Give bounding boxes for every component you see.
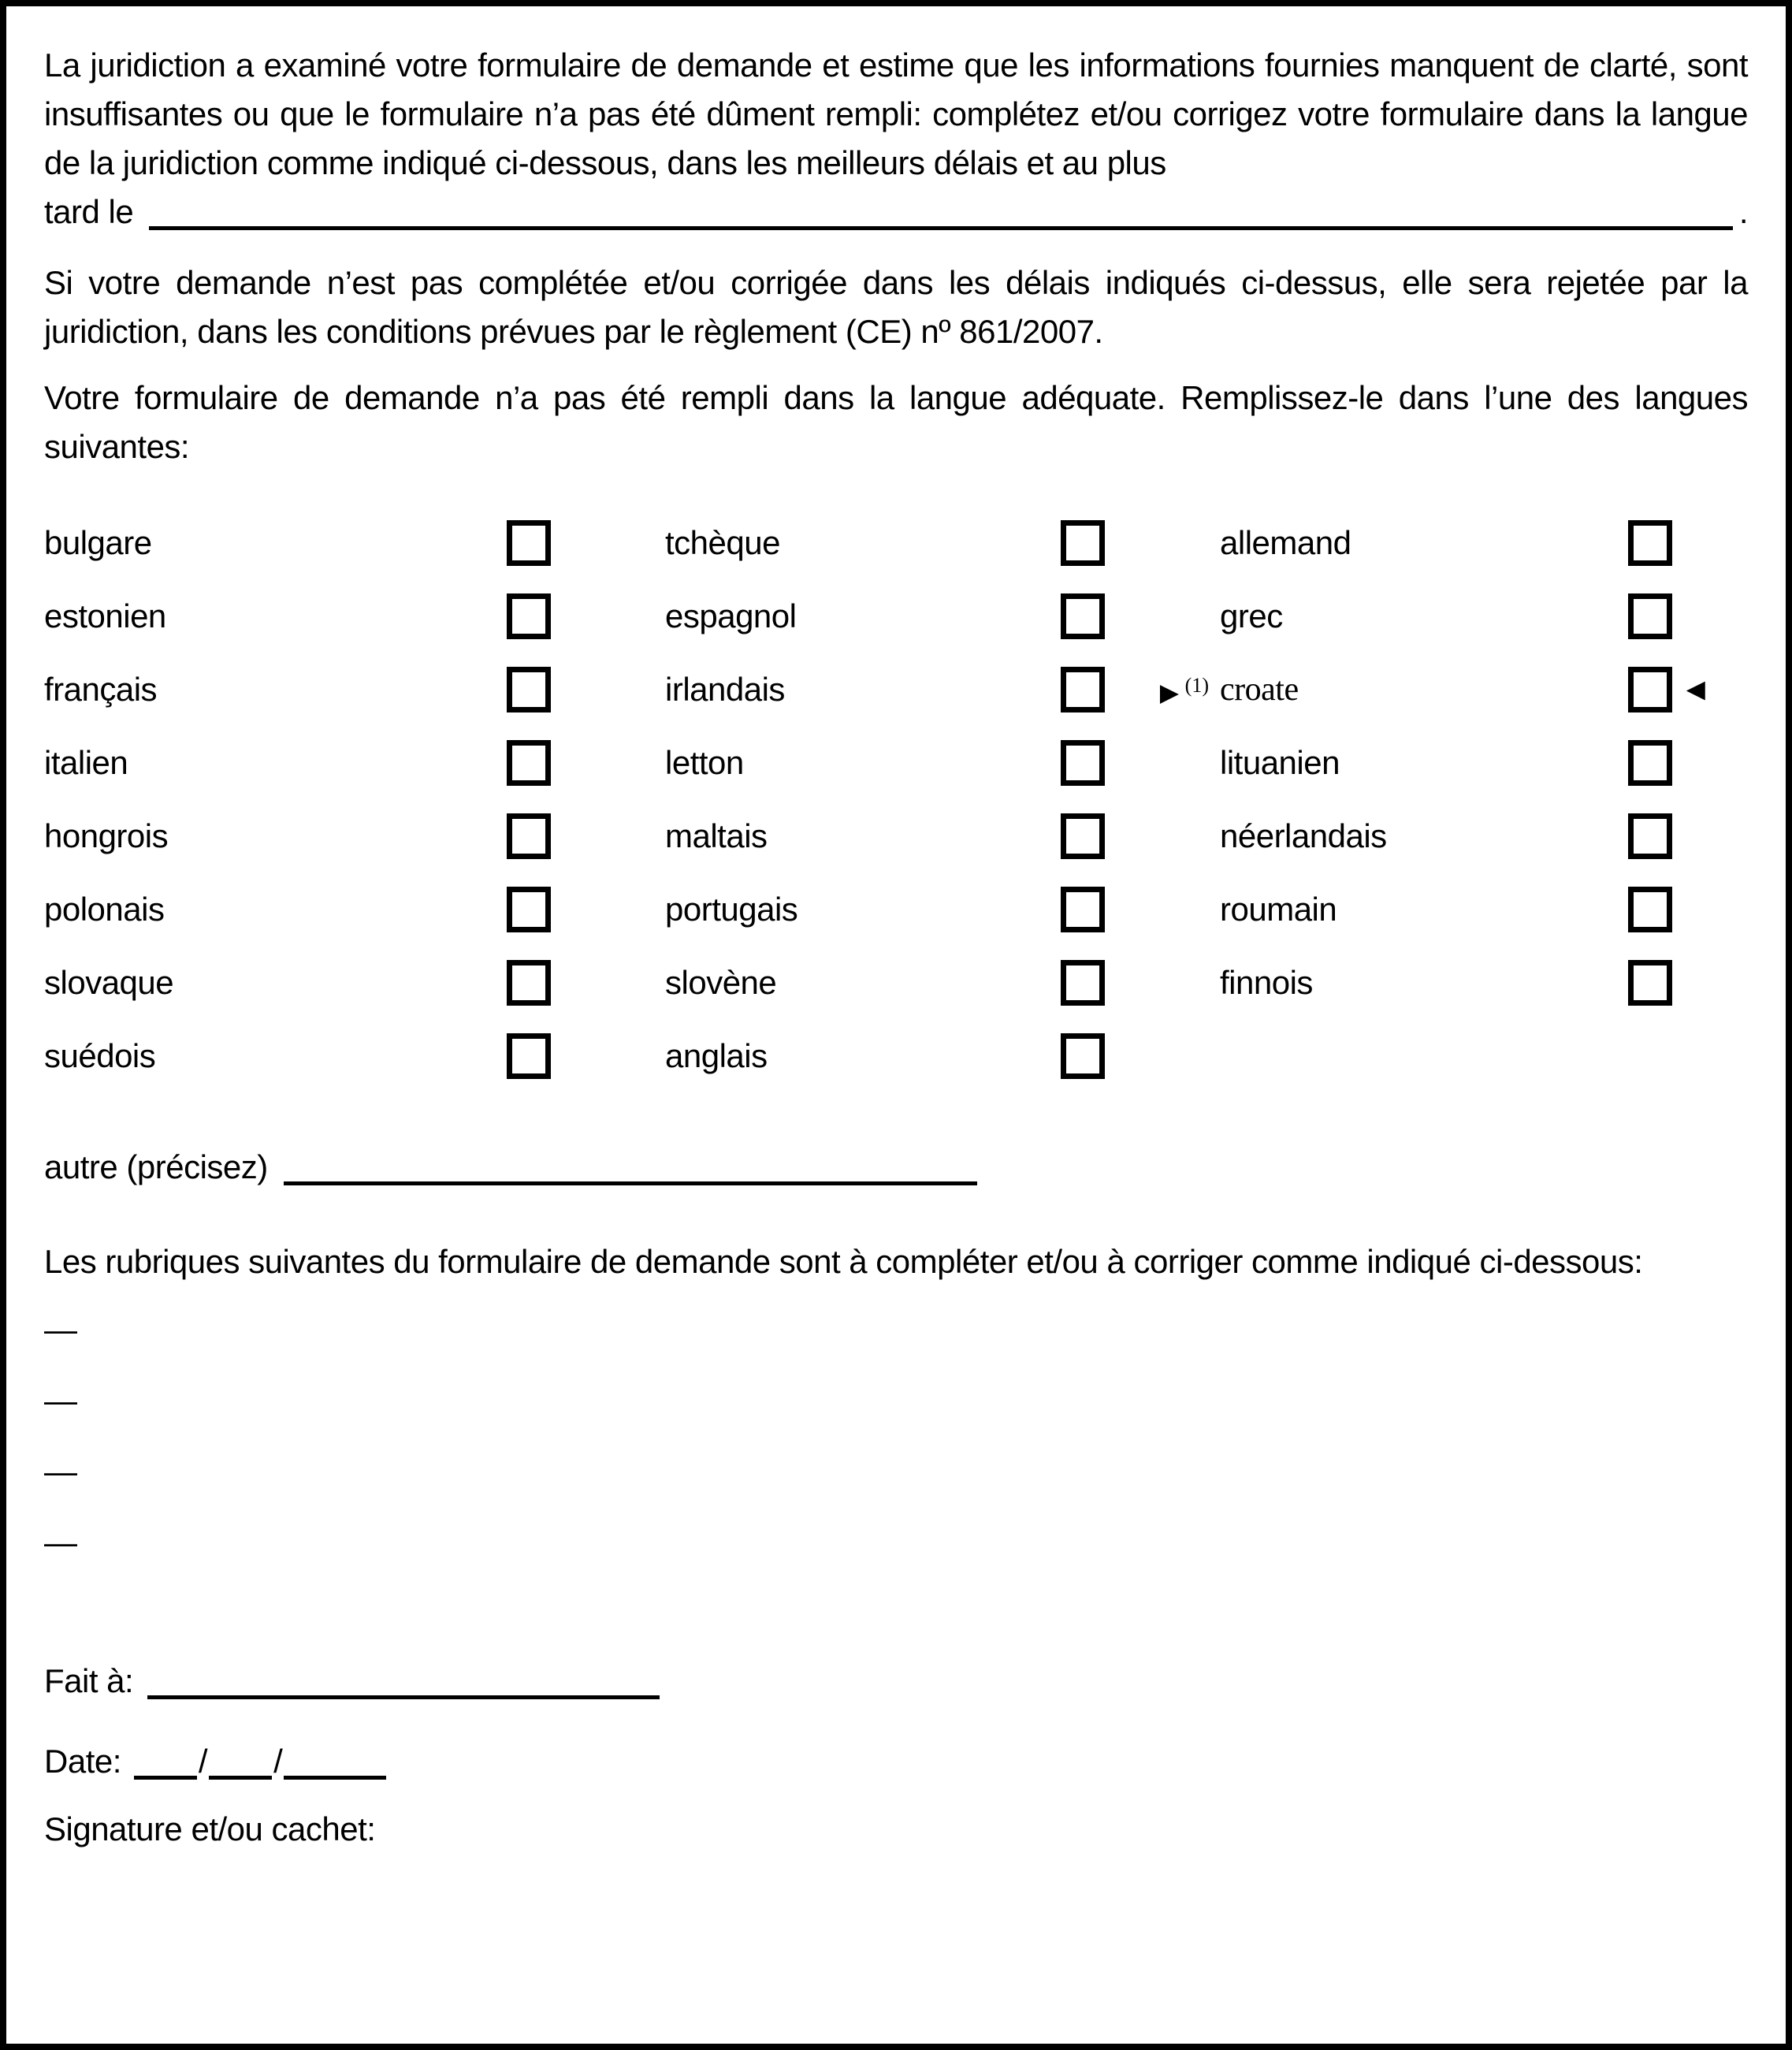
language-label-maltais: maltais (665, 817, 768, 854)
insertion-marker-close (1672, 665, 1720, 714)
other-language-line (44, 1143, 1748, 1192)
language-label-irlandais: irlandais (665, 670, 785, 708)
language-label-letton: letton (665, 743, 744, 781)
language-row (44, 506, 1748, 579)
language-label-hongrois: hongrois (44, 817, 169, 854)
checkbox-espagnol[interactable] (1061, 593, 1105, 639)
insertion-triangle-left-icon: ◄ (1680, 672, 1712, 707)
language-label-croate: croate (1220, 671, 1299, 708)
language-label-estonien: estonien (44, 597, 166, 634)
paragraph-instructions: La juridiction a examiné votre formulaire de demande et estime que les informations fournies manquent de clarté, sont insuffisantes ou que le formulaire n’a pas été dûment rempli: complétez et/ou corrigez votre formulaire dans la langue de la juridiction comme indiqué ci-dessous, dans les meilleurs délais et au plus (44, 47, 1748, 181)
checkbox-finnois[interactable] (1628, 960, 1672, 1006)
paragraph-sections-to-correct: Les rubriques suivantes du formulaire de demande sont à compléter et/ou à corriger comme indiqué ci-dessous: (44, 1243, 1643, 1280)
insertion-marker-open (1105, 661, 1220, 717)
date-year-field[interactable] (284, 1740, 386, 1780)
correction-item-dash: — (44, 1311, 77, 1348)
language-label-suedois: suédois (44, 1036, 156, 1074)
language-label-slovaque: slovaque (44, 963, 174, 1001)
language-label-tcheque: tchèque (665, 523, 780, 561)
date-separator: / (273, 1743, 283, 1780)
checkbox-neerlandais[interactable] (1628, 813, 1672, 859)
place-label: Fait à: (44, 1662, 134, 1699)
checkbox-roumain[interactable] (1628, 887, 1672, 932)
language-row (44, 1019, 1748, 1092)
checkbox-tcheque[interactable] (1061, 520, 1105, 566)
language-row (44, 946, 1748, 1019)
deadline-line (44, 188, 1748, 236)
other-language-label: autre (précisez) (44, 1148, 268, 1185)
language-label-grec: grec (1220, 597, 1283, 634)
language-label-polonais: polonais (44, 890, 165, 928)
checkbox-francais[interactable] (507, 667, 551, 712)
signature-line (44, 1805, 1748, 1854)
checkbox-croate[interactable] (1628, 667, 1672, 712)
language-label-portugais: portugais (665, 890, 798, 928)
checkbox-bulgare[interactable] (507, 520, 551, 566)
date-day-field[interactable] (134, 1740, 197, 1780)
checkbox-slovene[interactable] (1061, 960, 1105, 1006)
correction-item-dash: — (44, 1382, 77, 1419)
checkbox-estonien[interactable] (507, 593, 551, 639)
language-label-bulgare: bulgare (44, 523, 152, 561)
checkbox-hongrois[interactable] (507, 813, 551, 859)
checkbox-suedois[interactable] (507, 1033, 551, 1079)
language-label-roumain: roumain (1220, 890, 1337, 928)
date-line (44, 1737, 1748, 1786)
language-label-anglais: anglais (665, 1036, 768, 1074)
language-label-neerlandais: néerlandais (1220, 817, 1387, 854)
language-row (44, 799, 1748, 872)
language-label-finnois: finnois (1220, 963, 1313, 1001)
place-field[interactable] (147, 1660, 660, 1699)
deadline-period: . (1738, 193, 1748, 230)
checkbox-letton[interactable] (1061, 740, 1105, 786)
checkbox-polonais[interactable] (507, 887, 551, 932)
correction-item-dash: — (44, 1524, 77, 1561)
date-month-field[interactable] (209, 1740, 272, 1780)
checkbox-maltais[interactable] (1061, 813, 1105, 859)
checkbox-anglais[interactable] (1061, 1033, 1105, 1079)
correction-items-list (44, 1294, 1748, 1578)
language-label-allemand: allemand (1220, 523, 1351, 561)
checkbox-irlandais[interactable] (1061, 667, 1105, 712)
language-label-lituanien: lituanien (1220, 743, 1340, 781)
language-row (44, 872, 1748, 946)
checkbox-slovaque[interactable] (507, 960, 551, 1006)
language-row (44, 726, 1748, 799)
language-row (44, 579, 1748, 653)
footnote-reference: (1) (1184, 673, 1209, 697)
language-label-espagnol: espagnol (665, 597, 797, 634)
deadline-label: tard le (44, 193, 134, 230)
language-row (44, 653, 1748, 726)
checkbox-italien[interactable] (507, 740, 551, 786)
paragraph-rejection-warning: Si votre demande n’est pas complétée et/ou corrigée dans les délais indiqués ci-dessus, elle sera rejetée par la juridiction, dans les conditions prévues par le règlement (CE) nº 861/2007. (44, 264, 1748, 350)
deadline-date-field[interactable] (149, 191, 1733, 230)
other-language-field[interactable] (284, 1146, 977, 1185)
date-label: Date: (44, 1743, 121, 1780)
place-line (44, 1657, 1748, 1706)
date-separator: / (198, 1743, 208, 1780)
language-checkbox-grid (44, 506, 1748, 1092)
correction-item-dash: — (44, 1453, 77, 1490)
signature-label: Signature et/ou cachet: (44, 1810, 376, 1847)
checkbox-portugais[interactable] (1061, 887, 1105, 932)
checkbox-allemand[interactable] (1628, 520, 1672, 566)
checkbox-grec[interactable] (1628, 593, 1672, 639)
language-label-francais: français (44, 670, 158, 708)
language-label-italien: italien (44, 743, 128, 781)
checkbox-lituanien[interactable] (1628, 740, 1672, 786)
language-label-slovene: slovène (665, 963, 777, 1001)
insertion-triangle-right-icon: ► (1154, 675, 1185, 711)
paragraph-language-instruction: Votre formulaire de demande n’a pas été rempli dans la langue adéquate. Remplissez-le dans l’une des langues suivantes: (44, 379, 1748, 465)
